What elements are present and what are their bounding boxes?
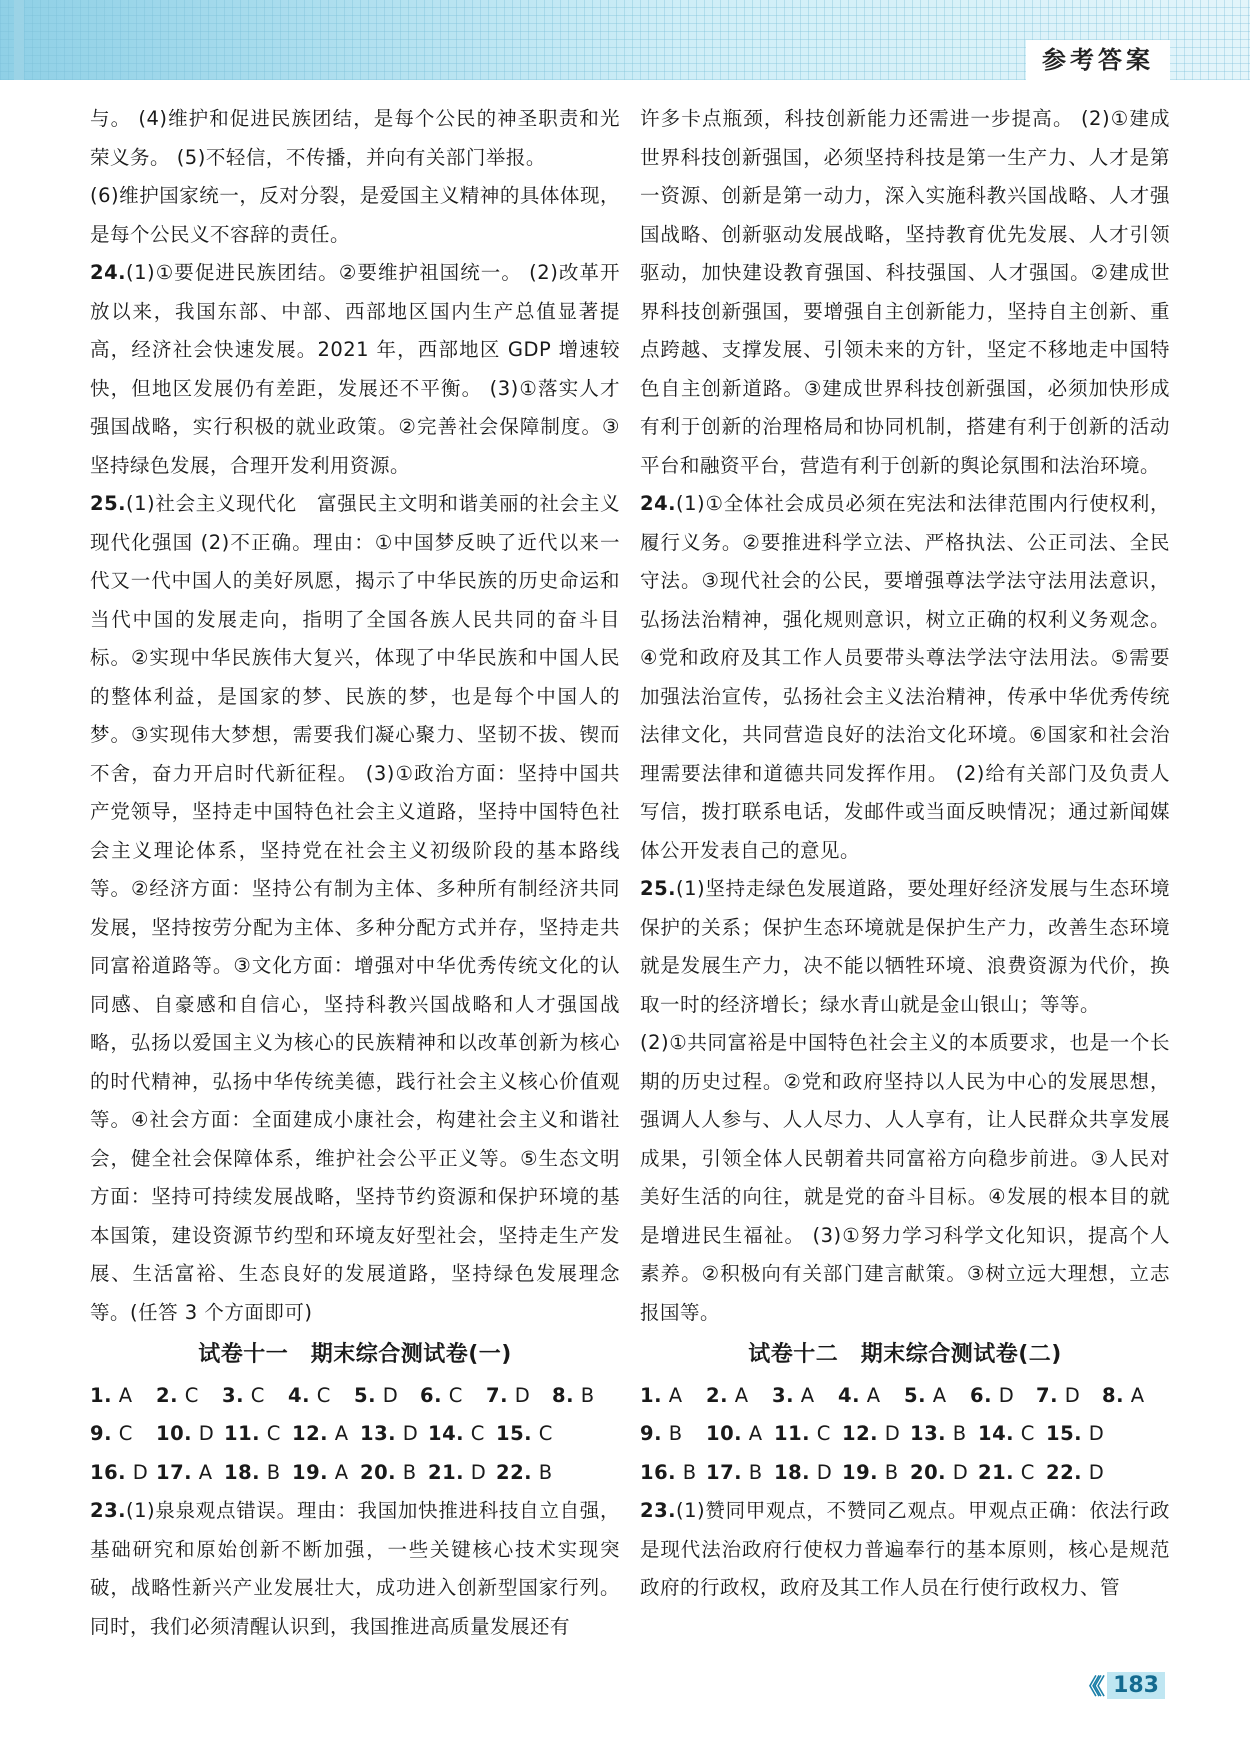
answer-cell: 5. A [904, 1383, 947, 1407]
answer-cell: 15. D [1046, 1422, 1105, 1445]
left-column [90, 100, 620, 1646]
answer-cell: 8. A [1102, 1383, 1145, 1407]
answer-text: (1)①全体社会成员必须在宪法和法律范围内行使权利，履行义务。②要推进科学立法、严格执法、公正司法、全民守法。③现代社会的公民，要增强尊法学法守法用法意识，弘扬法治精神，强化规则意识，树立正确的权利义务观念。④党和政府及其工作人员要带头尊法学法守法用法。⑤需要加强法治宣传，弘扬社会主义法治精神，传承中华优秀传统法律文化，共同营造良好的法治文化环境。⑥国家和社会治理需要法律和道德共同发挥作用。 (2)给有关部门及负责人写信，拨打联系电话，发邮件或当面反映情况；通过新闻媒体公开发表自己的意见。 [640, 492, 1170, 862]
answer-cell: 8. B [552, 1383, 595, 1407]
answer-row [640, 1454, 1170, 1493]
answer-row [640, 1415, 1170, 1454]
answer-cell: 1. A [90, 1383, 133, 1407]
exam-12-title: 试卷十二 期末综合测试卷(二) [748, 1342, 1062, 1367]
answer-cell: 15. C [496, 1422, 553, 1445]
answer-cell: 22. D [1046, 1460, 1105, 1484]
exam-11-title: 试卷十一 期末综合测试卷(一) [198, 1342, 512, 1367]
question-number: 25. [90, 492, 127, 515]
header-spine [14, 0, 24, 80]
answer-cell: 14. C [428, 1422, 485, 1445]
answer-cell: 20. D [910, 1460, 969, 1484]
answer-cell: 11. C [774, 1422, 831, 1445]
answer-cell: 9. B [640, 1422, 683, 1445]
answer-cell: 17. A [156, 1460, 213, 1484]
answer-cell: 1. A [640, 1383, 683, 1407]
answer-cell: 12. A [292, 1422, 349, 1445]
answer-row [90, 1415, 620, 1454]
answer-cell: 10. D [156, 1422, 215, 1445]
continued-answer: 许多卡点瓶颈，科技创新能力还需进一步提高。 (2)①建成世界科技创新强国，必须坚持科技是第一生产力、人才是第一资源、创新是第一动力，深入实施科教兴国战略、人才强国战略、创新驱动发展战略，坚持教育优先发展、人才引领驱动，加快建设教育强国、科技强国、人才强国。②建成世界科技创新强国，要增强自主创新能力，坚持自主创新、重点跨越、支撑发展、引领未来的方针，坚定不移地走中国特色自主创新道路。③建成世界科技创新强国，必须加快形成有利于创新的治理格局和协同机制，搭建有利于创新的活动平台和融资平台，营造有利于创新的舆论氛围和法治环境。 [640, 107, 1170, 477]
right-column [640, 100, 1170, 1608]
answer-cell: 16. B [640, 1460, 697, 1484]
answer-cell: 13. D [360, 1422, 419, 1445]
page-number [1078, 1670, 1165, 1701]
header-label: 参考答案 [1026, 40, 1170, 80]
answer-cell: 17. B [706, 1460, 763, 1484]
answer-cell: 2. C [156, 1383, 199, 1407]
answer-cell: 13. B [910, 1422, 967, 1445]
question-23 [90, 1492, 620, 1646]
answer-cell: 9. C [90, 1422, 133, 1445]
question-number: 23. [90, 1499, 127, 1522]
intro-paragraph: (6)维护国家统一，反对分裂，是爱国主义精神的具体体现，是每个公民义不容辞的责任。 [90, 184, 620, 246]
answer-row [640, 1377, 1170, 1416]
question-25 [640, 870, 1170, 1024]
answer-cell: 14. C [978, 1422, 1035, 1445]
answer-cell: 6. D [970, 1383, 1015, 1407]
question-25-part2: (2)①共同富裕是中国特色社会主义的本质要求，也是一个长期的历史过程。②党和政府坚持以人民为中心的发展思想，强调人人参与、人人尽力、人人享有，让人民群众共享发展成果，引领全体人民朝着共同富裕方向稳步前进。③人民对美好生活的向往，就是党的奋斗目标。④发展的根本目的就是增进民生福祉。 (3)①努力学习科学文化知识，提高个人素养。②积极向有关部门建言献策。③树立远大理想，立志报国等。 [640, 1031, 1170, 1324]
answer-text: (1)社会主义现代化 富强民主文明和谐美丽的社会主义现代化强国 (2)不正确。理由：①中国梦反映了近代以来一代又一代中国人的美好夙愿，揭示了中华民族的历史命运和当代中国的发展走向，指明了全国各族人民共同的奋斗目标。②实现中华民族伟大复兴，体现了中华民族和中国人民的整体利益，是国家的梦、民族的梦，也是每个中国人的梦。③实现伟大梦想，需要我们凝心聚力、坚韧不拔、锲而不舍，奋力开启时代新征程。 (3)①政治方面：坚持中国共产党领导，坚持走中国特色社会主义道路，坚持中国特色社会主义理论体系，坚持党在社会主义初级阶段的基本路线等。②经济方面：坚持公有制为主体、多种所有制经济共同发展，坚持按劳分配为主体、多种分配方式并存，坚持走共同富裕道路等。③文化方面：增强对中华优秀传统文化的认同感、自豪感和自信心，坚持科教兴国战略和人才强国战略，弘扬以爱国主义为核心的民族精神和以改革创新为核心的时代精神，弘扬中华传统美德，践行社会主义核心价值观等。④社会方面：全面建成小康社会，构建社会主义和谐社会，健全社会保障体系，维护社会公平正义等。⑤生态文明方面：坚持可持续发展战略，坚持节约资源和保护环境的基本国策，建设资源节约型和环境友好型社会，坚持走生产发展、生活富裕、生态良好的发展道路，坚持绿色发展理念等。(任答 3 个方面即可) [90, 492, 620, 1324]
answer-text: (1)坚持走绿色发展道路，要处理好经济发展与生态环境保护的关系；保护生态环境就是保护生产力，改善生态环境就是发展生产力，决不能以牺牲环境、浪费资源为代价，换取一时的经济增长；绿水青山就是金山银山；等等。 [640, 877, 1170, 1016]
answer-cell: 18. B [224, 1460, 281, 1484]
answer-text: (1)赞同甲观点，不赞同乙观点。甲观点正确：依法行政是现代法治政府行使权力普遍奉行的基本原则，核心是规范政府的行政权，政府及其工作人员在行使行政权力、管 [640, 1499, 1170, 1599]
answer-cell: 21. D [428, 1460, 487, 1484]
question-number: 23. [640, 1499, 677, 1522]
page-number-value: 183 [1107, 1672, 1165, 1699]
answer-cell: 4. C [288, 1383, 331, 1407]
answer-cell: 5. D [354, 1383, 399, 1407]
answer-cell: 7. D [1036, 1383, 1081, 1407]
question-24 [640, 485, 1170, 870]
question-number: 24. [90, 261, 127, 284]
answer-cell: 3. A [772, 1383, 815, 1407]
question-23 [640, 1492, 1170, 1608]
answer-cell: 12. D [842, 1422, 901, 1445]
answer-row [90, 1454, 620, 1493]
answer-cell: 19. B [842, 1460, 899, 1484]
answer-cell: 22. B [496, 1460, 553, 1484]
answer-text: (1)①要促进民族团结。②要维护祖国统一。 (2)改革开放以来，我国东部、中部、西部地区国内生产总值显著提高，经济社会快速发展。2021 年，西部地区 GDP 增速较快，但地区发展仍有差距，发展还不平衡。 (3)①落实人才强国战略，实行积极的就业政策。②完善社会保障制度。③坚持绿色发展，合理开发利用资源。 [90, 261, 620, 477]
answer-text: (1)泉泉观点错误。理由：我国加快推进科技自立自强，基础研究和原始创新不断加强，一些关键核心技术实现突破，战略性新兴产业发展壮大，成功进入创新型国家行列。同时，我们必须清醒认识到，我国推进高质量发展还有 [90, 1499, 620, 1638]
answer-cell: 7. D [486, 1383, 531, 1407]
answer-cell: 10. A [706, 1422, 763, 1445]
answer-cell: 4. A [838, 1383, 881, 1407]
answer-row [90, 1377, 620, 1416]
answer-cell: 19. A [292, 1460, 349, 1484]
answer-cell: 6. C [420, 1383, 463, 1407]
answer-cell: 2. A [706, 1383, 749, 1407]
answer-cell: 16. D [90, 1460, 149, 1484]
intro-paragraph: 与。 (4)维护和促进民族团结，是每个公民的神圣职责和光荣义务。 (5)不轻信，不传播，并向有关部门举报。 [90, 107, 620, 169]
question-24 [90, 254, 620, 485]
answer-cell: 21. C [978, 1460, 1035, 1484]
answer-cell: 20. B [360, 1460, 417, 1484]
answer-cell: 18. D [774, 1460, 833, 1484]
answer-cell: 11. C [224, 1422, 281, 1445]
double-chevron-left-icon: 《《 [1078, 1675, 1100, 1700]
question-number: 25. [640, 877, 677, 900]
question-25 [90, 485, 620, 1332]
question-number: 24. [640, 492, 677, 515]
answer-cell: 3. C [222, 1383, 265, 1407]
